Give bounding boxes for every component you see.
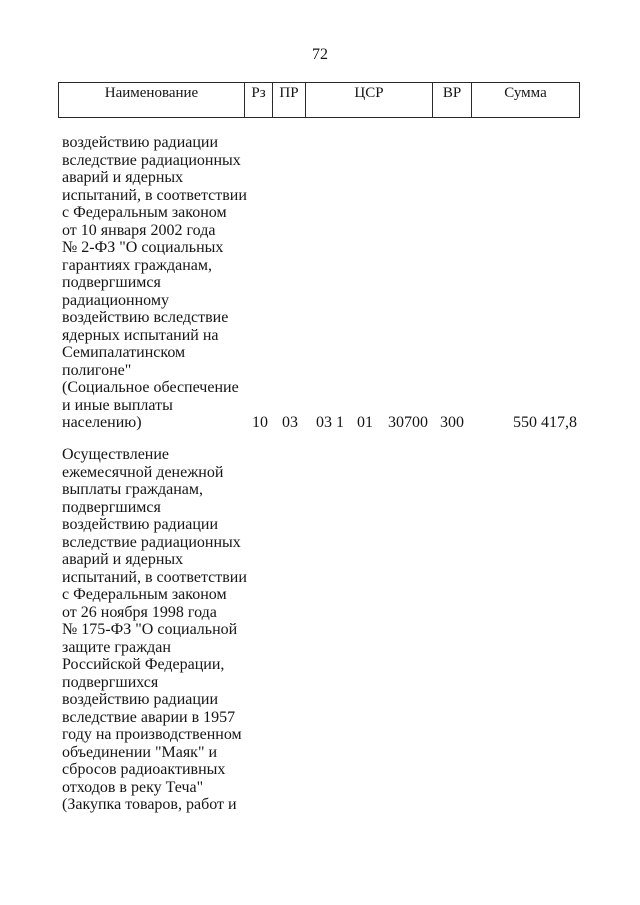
page-number: 72 xyxy=(312,46,328,63)
table-header-pr: ПР xyxy=(273,82,306,118)
name-line: сбросов радиоактивных xyxy=(62,761,226,778)
table-header-name: Наименование xyxy=(58,82,245,118)
name-line: с Федеральным законом xyxy=(62,586,227,603)
name-line: испытаний, в соответствии xyxy=(62,186,247,204)
name-line: населению) xyxy=(62,414,142,431)
name-line: ядерных испытаний на xyxy=(62,326,219,344)
row-1-csr-part-1: 03 1 xyxy=(316,414,344,431)
name-line: аварий и ядерных xyxy=(62,551,184,568)
row-1-pr: 03 xyxy=(282,414,298,431)
name-line: подвергшихся xyxy=(62,673,159,691)
name-line: Российской Федерации, xyxy=(62,656,225,673)
name-line: Осуществление xyxy=(62,446,170,463)
name-line: подвергшимся xyxy=(62,274,161,291)
row-1-sum: 550 417,8 xyxy=(513,414,577,431)
table-header-csr: ЦСР xyxy=(306,82,433,118)
name-line: защите граждан xyxy=(62,638,171,656)
name-line: вследствие радиационных xyxy=(62,151,241,169)
row-1-csr-part-2: 01 xyxy=(357,414,373,431)
table-header-vr: ВР xyxy=(433,82,472,118)
name-line: (Закупка товаров, работ и xyxy=(62,796,237,813)
name-line: воздействию вследствие xyxy=(62,309,229,326)
table-row-2-name xyxy=(62,446,252,814)
name-line: от 26 ноября 1998 года xyxy=(62,603,217,621)
name-line: и иные выплаты xyxy=(62,396,173,414)
name-line: Семипалатинском xyxy=(62,344,186,361)
name-line: вследствие радиационных xyxy=(62,533,241,551)
row-1-csr-part-3: 30700 xyxy=(388,414,428,431)
row-1-vr: 300 xyxy=(440,414,464,431)
name-line: (Социальное обеспечение xyxy=(62,379,239,396)
name-line: с Федеральным законом xyxy=(62,204,227,221)
name-line: № 175-ФЗ "О социальной xyxy=(62,621,238,638)
name-line: воздействию радиации xyxy=(62,134,219,151)
name-line: году на производственном xyxy=(62,726,242,743)
name-line: воздействию радиации xyxy=(62,691,219,708)
name-line: воздействию радиации xyxy=(62,516,219,533)
name-line: выплаты гражданам, xyxy=(62,481,204,498)
name-line: № 2-ФЗ "О социальных xyxy=(62,239,224,256)
row-1-rz: 10 xyxy=(252,414,268,431)
name-line: вследствие аварии в 1957 xyxy=(62,708,236,726)
table-header-rz: Рз xyxy=(245,82,273,118)
name-line: ежемесячной денежной xyxy=(62,463,224,481)
name-line: отходов в реку Теча" xyxy=(62,778,204,796)
name-line: испытаний, в соответствии xyxy=(62,568,247,586)
name-line: гарантиях гражданам, xyxy=(62,256,212,274)
table-header-sum: Сумма xyxy=(472,82,580,118)
name-line: от 10 января 2002 года xyxy=(62,221,216,239)
name-line: аварий и ядерных xyxy=(62,169,184,186)
name-line: объединении "Маяк" и xyxy=(62,743,218,761)
name-line: подвергшимся xyxy=(62,498,161,516)
table-row-1-name xyxy=(62,134,252,432)
name-line: полигоне" xyxy=(62,361,132,379)
name-line: радиационному xyxy=(62,291,169,309)
